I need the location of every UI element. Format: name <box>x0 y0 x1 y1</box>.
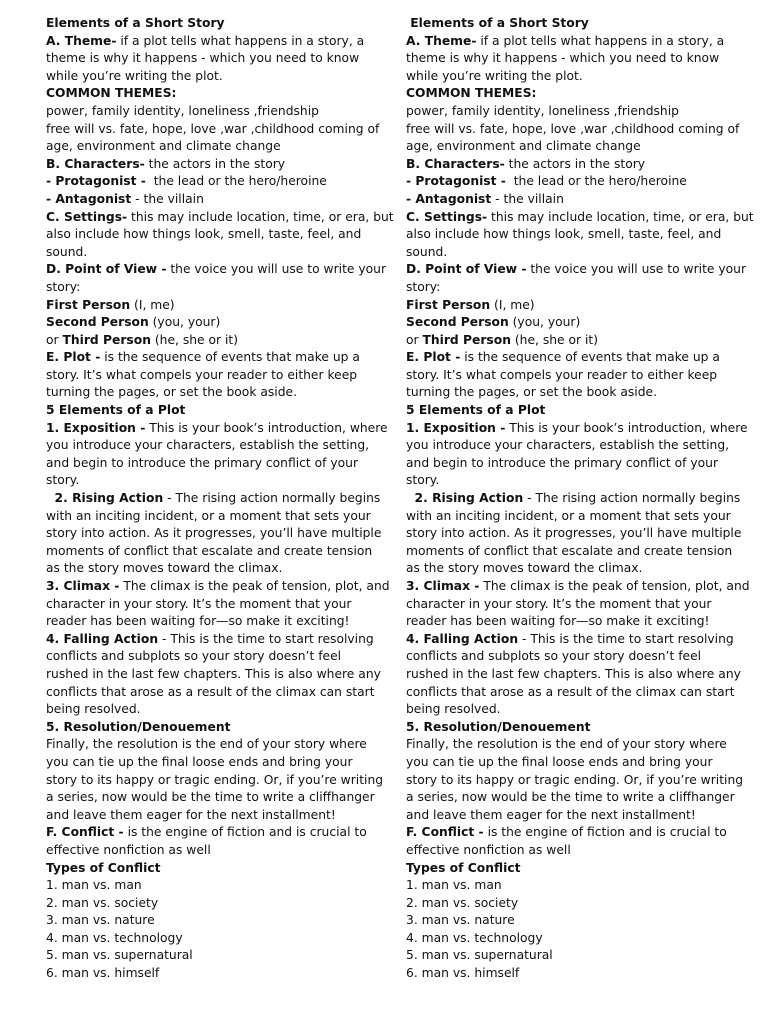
text-line <box>406 191 726 209</box>
bold-label: Third Person <box>62 332 151 347</box>
text-line <box>406 807 726 825</box>
body-text: Finally, the resolution is the end of your story where <box>46 737 367 752</box>
body-text: - The rising action normally begins <box>163 491 381 506</box>
body-text: the voice you will use to write your <box>166 262 387 277</box>
body-text: turning the pages, or set the book aside. <box>406 385 657 400</box>
text-line <box>46 754 366 772</box>
text-line <box>46 15 366 33</box>
text-line <box>406 103 726 121</box>
text-line <box>46 50 366 68</box>
bold-label: Types of Conflict <box>406 860 521 875</box>
text-line <box>46 279 366 297</box>
text-line <box>406 684 735 702</box>
text-line <box>46 525 382 543</box>
text-line <box>406 420 748 438</box>
body-text: 6. man vs. himself <box>406 966 520 981</box>
text-line <box>406 596 726 614</box>
text-line <box>406 261 747 279</box>
text-line <box>406 648 726 666</box>
text-line <box>46 578 390 596</box>
bold-label: 5. Resolution/Denouement <box>46 719 231 734</box>
bold-label: Second Person <box>46 315 149 330</box>
text-line <box>46 684 375 702</box>
text-line <box>46 437 370 455</box>
body-text: as the story moves toward the climax. <box>406 561 643 576</box>
text-line <box>46 490 381 508</box>
text-line <box>46 895 366 913</box>
text-line <box>46 666 381 684</box>
text-line <box>406 367 726 385</box>
text-line <box>46 648 366 666</box>
text-line <box>406 701 726 719</box>
body-text: theme is why it happens - which you need to know <box>406 51 720 66</box>
body-text: sound. <box>406 244 448 259</box>
bold-label: A. Theme- <box>406 33 477 48</box>
text-line <box>406 578 750 596</box>
text-line <box>46 807 366 825</box>
body-text: with an inciting incident, or a moment that sets your <box>46 508 371 523</box>
text-line <box>406 15 726 33</box>
text-line <box>406 472 726 490</box>
body-text: The climax is the peak of tension, plot, and <box>479 579 750 593</box>
bold-label: 5. Resolution/Denouement <box>406 719 591 734</box>
left-column <box>46 15 394 983</box>
text-line <box>406 332 726 350</box>
bold-label: D. Point of View - <box>406 262 527 277</box>
body-text: character in your story. It’s the moment that your <box>406 596 712 611</box>
body-text: conflicts and subplots so your story doesn’t feel <box>406 649 702 664</box>
text-line <box>406 244 726 262</box>
text-line <box>46 297 366 315</box>
body-text: with an inciting incident, or a moment that sets your <box>406 508 731 523</box>
body-text: also include how things look, smell, taste, feel, and <box>406 227 722 242</box>
body-text: 3. man vs. nature <box>46 913 155 928</box>
body-text: story to its happy or tragic ending. Or, if you’re writing <box>46 772 384 787</box>
text-line <box>46 560 366 578</box>
body-text: story. It’s what compels your reader to either keep <box>406 367 718 382</box>
body-text: story into action. As it progresses, you’ll have multiple <box>46 526 382 541</box>
body-text: you introduce your characters, establish the setting, <box>46 438 370 453</box>
text-line <box>46 191 366 209</box>
text-line <box>46 261 387 279</box>
text-line <box>406 33 726 51</box>
body-text: and begin to introduce the primary conflict of your <box>406 455 719 470</box>
text-line <box>46 824 366 842</box>
text-line <box>46 420 388 438</box>
text-line <box>406 895 726 913</box>
body-text: 2. man vs. society <box>46 895 159 910</box>
text-line <box>46 367 366 385</box>
text-line <box>46 789 375 807</box>
body-text: story: <box>46 279 81 294</box>
bold-label: - Protagonist - <box>46 174 146 189</box>
text-line <box>46 332 366 350</box>
text-line <box>406 754 726 772</box>
bold-label: Types of Conflict <box>46 860 161 875</box>
body-text: This is your book’s introduction, where <box>145 420 388 435</box>
text-line <box>406 930 726 948</box>
body-text: (you, your) <box>148 315 221 330</box>
body-text: is the engine of fiction and is crucial to <box>123 825 367 840</box>
body-text: 2. man vs. society <box>406 895 519 910</box>
body-text: the lead or the hero/heroine <box>505 174 687 189</box>
bold-label: E. Plot - <box>406 350 461 365</box>
body-text: age, environment and climate change <box>46 139 281 154</box>
body-text: is the sequence of events that make up a <box>460 350 720 365</box>
text-line <box>406 402 726 420</box>
text-line <box>46 912 366 930</box>
body-text: 3. man vs. nature <box>406 913 515 928</box>
text-line <box>406 279 726 297</box>
text-line <box>46 965 366 983</box>
body-text: 6. man vs. himself <box>46 966 160 981</box>
bold-label: 1. Exposition - <box>406 420 506 435</box>
text-line <box>46 349 366 367</box>
bold-label: A. Theme- <box>46 33 117 48</box>
body-text: - This is the time to start resolving <box>518 631 734 646</box>
text-line <box>406 173 726 191</box>
text-line <box>406 437 730 455</box>
body-text: a series, now would be the time to write a cliffhanger <box>406 790 735 805</box>
bold-label: COMMON THEMES: <box>406 86 537 101</box>
text-line <box>406 543 733 561</box>
body-text: free will vs. fate, hope, love ,war ,childhood coming of <box>46 121 380 136</box>
right-column <box>406 15 754 983</box>
bold-label: 3. Climax - <box>406 579 480 593</box>
body-text: (I, me) <box>490 297 535 312</box>
body-text: 4. man vs. technology <box>406 930 543 945</box>
text-line <box>406 50 726 68</box>
bold-label: 4. Falling Action <box>406 631 519 646</box>
body-text: conflicts that arose as a result of the climax can start <box>46 684 375 699</box>
bold-label: - Protagonist - <box>406 174 506 189</box>
text-line <box>406 525 742 543</box>
body-text: story. <box>406 473 440 488</box>
text-line <box>406 772 744 790</box>
text-line <box>406 384 726 402</box>
body-text: this may include location, time, or era, but <box>127 209 394 224</box>
bold-label: 5 Elements of a Plot <box>406 403 546 418</box>
text-line <box>406 719 726 737</box>
text-line <box>406 613 726 631</box>
text-line <box>406 842 726 860</box>
body-text: the actors in the story <box>504 156 646 171</box>
text-line <box>406 736 726 754</box>
text-line <box>406 138 726 156</box>
bold-label: Second Person <box>406 315 509 330</box>
text-line <box>406 631 734 649</box>
bold-label: - Antagonist <box>46 191 132 206</box>
body-text: age, environment and climate change <box>406 139 641 154</box>
text-line <box>46 877 366 895</box>
bold-label: 3. Climax - <box>46 579 120 593</box>
text-line <box>406 666 741 684</box>
body-text: you can tie up the final loose ends and bring your <box>406 754 713 769</box>
bold-label: B. Characters- <box>46 156 145 171</box>
text-line <box>406 789 735 807</box>
body-text: theme is why it happens - which you need to know <box>46 51 360 66</box>
body-text: story into action. As it progresses, you’ll have multiple <box>406 526 742 541</box>
text-line <box>406 947 726 965</box>
body-text: moments of conflict that escalate and create tension <box>46 543 373 558</box>
text-line <box>46 121 380 139</box>
text-line <box>46 33 366 51</box>
bold-label: Third Person <box>422 332 511 347</box>
text-line <box>46 138 366 156</box>
body-text: - This is the time to start resolving <box>158 631 374 646</box>
body-text: and leave them eager for the next installment! <box>46 807 336 822</box>
text-line <box>46 631 374 649</box>
text-line <box>46 930 366 948</box>
body-text: or <box>46 332 63 347</box>
body-text: Finally, the resolution is the end of your story where <box>406 737 727 752</box>
text-line <box>46 173 366 191</box>
body-text: is the engine of fiction and is crucial to <box>483 825 727 840</box>
bold-label: F. Conflict - <box>46 825 124 840</box>
body-text: conflicts and subplots so your story doesn’t feel <box>46 649 342 664</box>
body-text: the actors in the story <box>144 156 286 171</box>
text-line <box>46 244 366 262</box>
text-line <box>46 613 366 631</box>
text-line <box>46 384 366 402</box>
body-text: 5. man vs. supernatural <box>46 948 193 963</box>
body-text: also include how things look, smell, taste, feel, and <box>46 227 362 242</box>
bold-label: First Person <box>406 297 491 312</box>
bold-label: Elements of a Short Story <box>46 16 225 30</box>
text-line <box>46 596 366 614</box>
text-line <box>406 85 726 103</box>
bold-label: 4. Falling Action <box>46 631 159 646</box>
body-text: or <box>406 332 423 347</box>
bold-label: First Person <box>46 297 131 312</box>
body-text: (I, me) <box>130 297 175 312</box>
text-line <box>46 402 366 420</box>
text-line <box>46 860 366 878</box>
bold-label: COMMON THEMES: <box>46 86 177 101</box>
text-line <box>46 701 366 719</box>
text-line <box>406 314 726 332</box>
body-text: power, family identity, loneliness ,friendship <box>46 103 319 118</box>
text-line <box>46 68 366 86</box>
body-text: (he, she or it) <box>510 332 599 347</box>
body-text: being resolved. <box>46 702 141 717</box>
body-text: reader has been waiting for—so make it exciting! <box>406 614 710 629</box>
body-text: story: <box>406 279 441 294</box>
text-line <box>46 842 366 860</box>
body-text: is the sequence of events that make up a <box>100 350 360 365</box>
body-text: 5. man vs. supernatural <box>406 948 553 963</box>
text-line <box>46 543 373 561</box>
body-text: 1. man vs. man <box>406 878 502 893</box>
body-text: while you’re writing the plot. <box>406 68 583 83</box>
body-text: being resolved. <box>406 702 501 717</box>
body-text: the lead or the hero/heroine <box>145 174 327 189</box>
body-text: you introduce your characters, establish the setting, <box>406 438 730 453</box>
body-text: effective nonfiction as well <box>406 842 571 857</box>
body-text: as the story moves toward the climax. <box>46 561 283 576</box>
text-line <box>46 736 366 754</box>
body-text: reader has been waiting for—so make it exciting! <box>46 614 350 629</box>
body-text: free will vs. fate, hope, love ,war ,childhood coming of <box>406 121 740 136</box>
bold-label: 2. Rising Action <box>406 491 524 506</box>
text-line <box>46 103 366 121</box>
body-text: character in your story. It’s the moment that your <box>46 596 352 611</box>
bold-label: C. Settings- <box>406 209 488 224</box>
text-line <box>406 455 726 473</box>
body-text: turning the pages, or set the book aside. <box>46 385 297 400</box>
body-text: the voice you will use to write your <box>526 262 747 277</box>
body-text: power, family identity, loneliness ,friendship <box>406 103 679 118</box>
text-line <box>406 490 741 508</box>
bold-label: 1. Exposition - <box>46 420 146 435</box>
text-line <box>406 912 726 930</box>
body-text: 1. man vs. man <box>46 878 142 893</box>
body-text: (he, she or it) <box>150 332 239 347</box>
body-text: rushed in the last few chapters. This is also where any <box>406 666 741 681</box>
body-text: if a plot tells what happens in a story, a <box>476 33 725 48</box>
text-line <box>46 947 366 965</box>
body-text: sound. <box>46 244 88 259</box>
text-line <box>46 772 384 790</box>
body-text: effective nonfiction as well <box>46 842 211 857</box>
text-line <box>46 472 366 490</box>
body-text: This is your book’s introduction, where <box>505 420 748 435</box>
text-line <box>406 121 740 139</box>
text-line <box>406 860 726 878</box>
body-text: - the villain <box>491 191 564 206</box>
text-line <box>46 455 366 473</box>
body-text: 4. man vs. technology <box>46 930 183 945</box>
bold-label: 5 Elements of a Plot <box>46 403 186 418</box>
text-line <box>406 508 731 526</box>
text-line <box>406 297 726 315</box>
text-line <box>46 226 366 244</box>
body-text: - The rising action normally begins <box>523 491 741 506</box>
text-line <box>406 349 726 367</box>
body-text: while you’re writing the plot. <box>46 68 223 83</box>
bold-label: F. Conflict - <box>406 825 484 840</box>
text-line <box>406 156 726 174</box>
body-text: (you, your) <box>508 315 581 330</box>
body-text: conflicts that arose as a result of the climax can start <box>406 684 735 699</box>
body-text: and leave them eager for the next installment! <box>406 807 696 822</box>
body-text: The climax is the peak of tension, plot, and <box>119 579 390 593</box>
text-line <box>406 965 726 983</box>
body-text: - the villain <box>131 191 204 206</box>
text-line <box>46 156 366 174</box>
text-line <box>406 824 726 842</box>
body-text: story. <box>46 473 80 488</box>
bold-label: E. Plot - <box>46 350 101 365</box>
text-line <box>406 226 726 244</box>
bold-label: D. Point of View - <box>46 262 167 277</box>
body-text: rushed in the last few chapters. This is also where any <box>46 666 381 681</box>
text-line <box>46 719 366 737</box>
bold-label: B. Characters- <box>406 156 505 171</box>
text-line <box>406 68 726 86</box>
text-line <box>46 85 366 103</box>
body-text: story to its happy or tragic ending. Or, if you’re writing <box>406 772 744 787</box>
bold-label: 2. Rising Action <box>46 491 164 506</box>
body-text: moments of conflict that escalate and create tension <box>406 543 733 558</box>
body-text: you can tie up the final loose ends and bring your <box>46 754 353 769</box>
text-line <box>406 877 726 895</box>
bold-label: Elements of a Short Story <box>406 16 589 30</box>
text-line <box>46 508 371 526</box>
body-text: a series, now would be the time to write a cliffhanger <box>46 790 375 805</box>
bold-label: - Antagonist <box>406 191 492 206</box>
body-text: this may include location, time, or era, but <box>487 209 754 224</box>
text-line <box>46 314 366 332</box>
text-line <box>406 209 754 227</box>
text-line <box>406 560 726 578</box>
body-text: story. It’s what compels your reader to either keep <box>46 367 358 382</box>
text-line <box>46 209 394 227</box>
body-text: and begin to introduce the primary conflict of your <box>46 455 359 470</box>
body-text: if a plot tells what happens in a story, a <box>116 33 365 48</box>
bold-label: C. Settings- <box>46 209 128 224</box>
